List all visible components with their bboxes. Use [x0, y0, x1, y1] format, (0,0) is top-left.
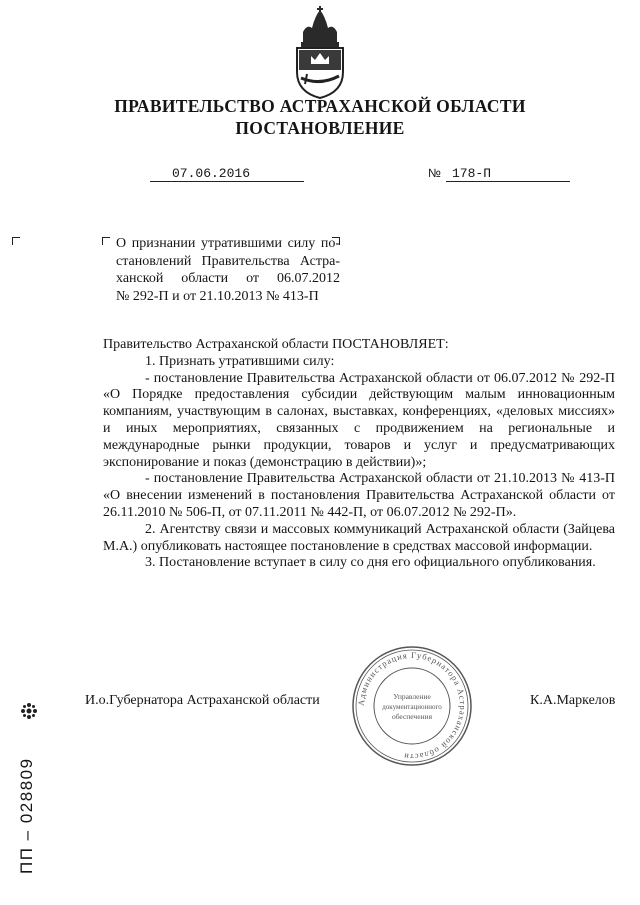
serial-number: ПП – 028809 — [17, 757, 36, 874]
body-paragraph-1a: - постановление Правительства Астраханской области от 06.07.2012 № 292-П «О Порядке предоставления субсидии действующим малым инновационным компаниям, участвующим в салонах, выставках, конференциях, «деловых миссиях» и иных мероприятиях, связанных с продвижением на региональные и международные рынки продукции, товаров и услуг и предусматривающих экспонирование и показ (демонстрацию в действии)»; — [103, 370, 615, 470]
body-paragraph-1: 1. Признать утратившими силу: — [145, 353, 335, 369]
body-paragraph-1b: - постановление Правительства Астраханской области от 21.10.2013 № 413-П «О внесении изменений в постановления Правительства Астраханской области от 26.11.2010 № 506-П, от 07.11.2011 № 442-П, от 06.07.2012 № 292-П». — [103, 471, 615, 520]
seal-center-text: обеспечения — [391, 712, 433, 721]
subject-line: О признании утратившими силу по- — [116, 236, 340, 251]
subject-line: становлений Правительства Астра- — [116, 253, 340, 269]
subject-line: № 292-П и от 21.10.2013 № 413-П — [116, 288, 319, 304]
signatory-name: К.А.Маркелов — [530, 693, 616, 708]
body-paragraph-3: 3. Постановление вступает в силу со дня его официального опубликования. — [145, 555, 596, 571]
government-title: ПРАВИТЕЛЬСТВО АСТРАХАНСКОЙ ОБЛАСТИ — [114, 96, 526, 116]
coat-of-arms-icon — [285, 6, 355, 100]
number-label: № — [428, 166, 441, 180]
seal-center-text: Управление — [393, 692, 431, 701]
body-intro: Правительство Астраханской области ПОСТАНОВЛЯЕТ: — [103, 337, 449, 352]
ornament-icon — [20, 702, 38, 720]
corner-mark-left — [12, 237, 20, 245]
document-body — [103, 337, 615, 572]
official-seal-icon — [350, 644, 474, 768]
document-type-title: ПОСТАНОВЛЕНИЕ — [235, 118, 405, 138]
document-number: 178-П — [452, 166, 492, 181]
subject-block — [116, 235, 340, 305]
side-serial-stamp — [13, 736, 41, 876]
signatory-position: И.о.Губернатора Астраханской области — [85, 693, 320, 708]
corner-mark-subject-left — [102, 237, 110, 245]
body-paragraph-2: 2. Агентству связи и массовых коммуникаций Астраханской области (Зайцева М.А.) опубликовать настоящее постановление в средствах массовой информации. — [103, 521, 615, 554]
document-date: 07.06.2016 — [172, 166, 251, 181]
subject-line: ханской области от 06.07.2012 — [116, 271, 340, 286]
seal-ring-text: Администрация Губернатора Астраханской области — [355, 649, 469, 763]
seal-center-text: документационного — [382, 703, 442, 711]
